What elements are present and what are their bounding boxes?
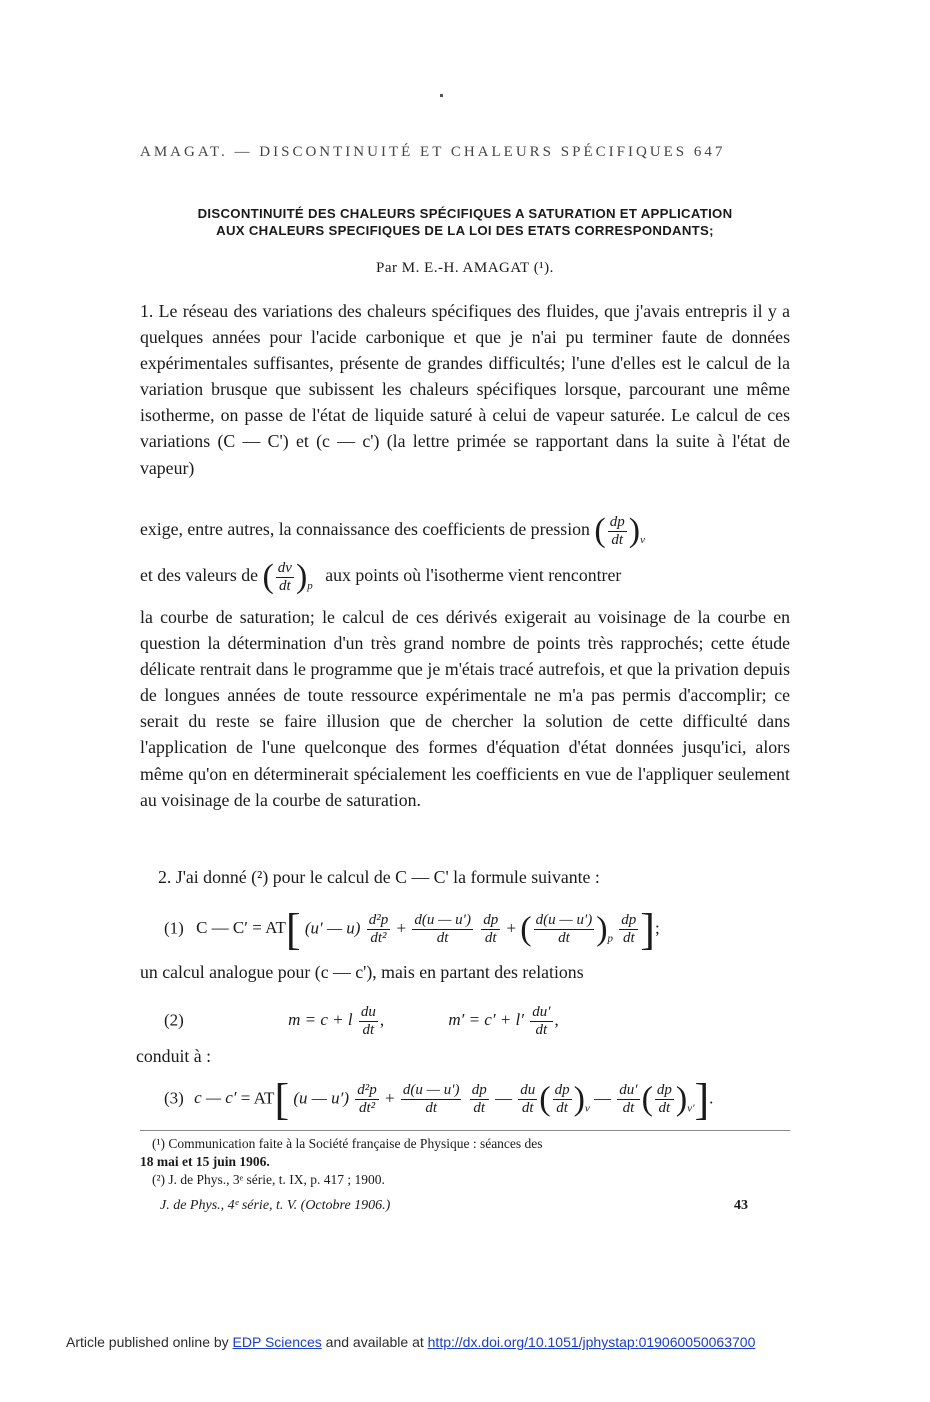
equation-1: (1) C — C′ = AT[ (u′ — u) $\frac{\text{d²p}}{\text{dt²}}$ + $\frac{d(u — u')}{dt}$ $\frac{dp}{dt}$ + ( $\frac{d(u — u')}{dt}$ )$_p$ $\frac{dp}{dt}$ ]; — [164, 905, 660, 954]
publisher-middle: and available at — [325, 1334, 424, 1350]
equation-2-label: (2) — [164, 1010, 184, 1030]
dv-dt-line: et des valeurs de ( $\frac{dv}{dt}$ )$_p$ aux points où l'isotherme vient rencontrer — [140, 558, 622, 595]
pressure-coefficient-text: exige, entre autres, la connaissance des coefficients de pression — [140, 519, 590, 540]
dp-dt-fraction: $\frac{dp}{dt}$ — [609, 513, 625, 548]
equation-3-label: (3) — [164, 1088, 184, 1108]
right-paren: ) — [628, 512, 641, 549]
publisher-prefix: Article published online by — [66, 1334, 229, 1350]
author-byline: Par M. E.-H. AMAGAT (¹). — [376, 260, 554, 276]
dv-dt-fraction: $\frac{dv}{dt}$ — [277, 559, 292, 594]
running-head: AMAGAT. — DISCONTINUITÉ ET CHALEURS SPÉCIFIQUES 647 — [140, 144, 726, 160]
equation-1-label: (1) — [164, 918, 184, 938]
article-title-line-2: AUX CHALEURS SPECIFIQUES DE LA LOI DES ETATS CORRESPONDANTS; — [216, 223, 714, 238]
article-title-line-1: DISCONTINUITÉ DES CHALEURS SPÉCIFIQUES A SATURATION ET APPLICATION — [197, 206, 733, 221]
page-number: 43 — [734, 1198, 748, 1213]
analogous-calculation-line: un calcul analogue pour (c — c'), mais en partant des relations — [140, 962, 584, 982]
footnote-1-line-b: 18 mai et 15 juin 1906. — [140, 1154, 270, 1169]
left-paren: ( — [262, 558, 274, 595]
publisher-link[interactable]: EDP Sciences — [232, 1334, 322, 1350]
publisher-line — [66, 1334, 755, 1350]
paragraph-1-continued: la courbe de saturation; le calcul de ces dérivés exigerait au voisinage de la courbe en question la détermination d'un très grand nombre de points très rapprochés; cette étude délicate rentrait dans le programme que je m'étais tracé autrefois, et que la privation depuis de longues années de toute ressource expérimentale ne m'a pas permis d'accomplir; ce serait du reste se faire illusion que de chercher la solution de cette difficulté dans l'application de l'une quelconque des formes d'équation d'état données jusqu'ici, alors même qu'on en déterminerait spécialement les coefficients en vue de l'appliquer seulement au voisinage de la courbe de saturation. — [140, 607, 790, 810]
equation-2: (2) m = c + l $\frac{du}{dt}$ , m′ = c′ + l′ $\frac{du'}{dt}$ , — [164, 1004, 559, 1038]
speck-mark — [440, 94, 443, 97]
journal-reference: J. de Phys., 4ᵉ série, t. V. (Octobre 1906.) — [160, 1198, 391, 1213]
left-paren: ( — [594, 512, 606, 549]
paragraph-1: 1. Le réseau des variations des chaleurs spécifiques des fluides, que j'avais entrepris il y a quelques années pour l'acide carbonique et que je n'ai pu terminer faute de données expérimentales suffisantes, présente de grandes difficultés; l'une d'elles est le calcul de la variation brusque que subissent les chaleurs spécifiques lorsque, parcourant une même isotherme, on passe de l'état de liquide saturé à celui de vapeur saturée. Le calcul de ces variations (C — C') et (c — c') (la lettre primée se rapportant dans la suite à l'état de vapeur) — [140, 301, 790, 478]
conduit-line: conduit à : — [136, 1046, 212, 1066]
values-text-b: aux points où l'isotherme vient rencontrer — [325, 565, 622, 586]
footnote-2: (²) J. de Phys., 3ᵉ série, t. IX, p. 417 ; 1900. — [152, 1172, 385, 1187]
paragraph-2: 2. J'ai donné (²) pour le calcul de C — C' la formule suivante : — [158, 867, 600, 887]
equation-3: (3) c — c′ = AT[ (u — u′) $\frac{\text{d²p}}{\text{dt²}}$ + $\frac{d(u — u')}{dt}$ $\frac{dp}{dt}$ — $\frac{du}{dt}$ ( $\frac{dp}{dt}$ )$_v$ — $\frac{du'}{dt}$ ( $\frac{dp}{dt}$ )$_{v'}$]. — [164, 1075, 714, 1124]
values-text-a: et des valeurs de — [140, 565, 259, 586]
right-paren: ) — [295, 558, 308, 595]
doi-link[interactable]: http://dx.doi.org/10.1051/jphystap:019060050063700 — [427, 1334, 756, 1350]
pressure-coefficient-line: exige, entre autres, la connaissance des coefficients de pression ( $\frac{dp}{dt}$ )$_v$ — [140, 512, 645, 549]
footnote-1-line-a: (¹) Communication faite à la Société française de Physique : séances des — [152, 1136, 543, 1151]
footnote-rule — [140, 1130, 790, 1131]
